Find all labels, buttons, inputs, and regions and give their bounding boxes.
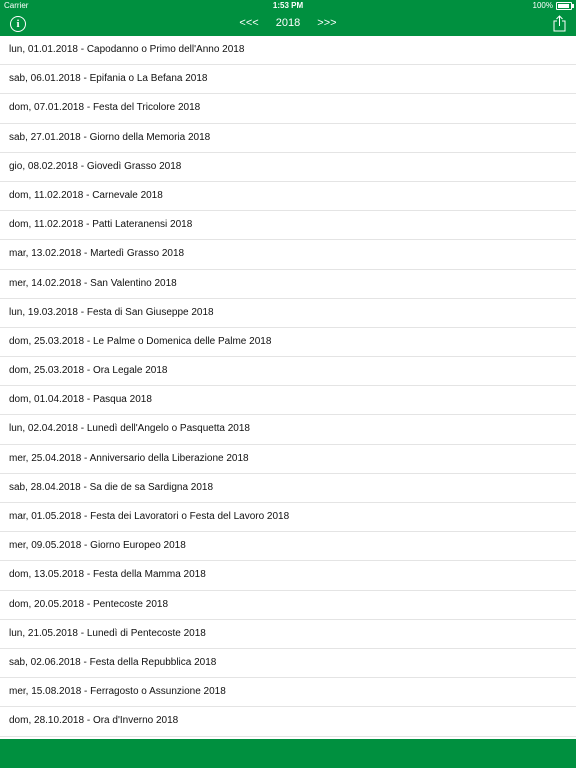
bottom-bar: [0, 739, 576, 768]
info-icon[interactable]: i: [10, 16, 26, 32]
status-time: 1:53 PM: [272, 1, 304, 10]
year-navigator: [0, 17, 576, 29]
list-item[interactable]: dom, 07.01.2018 - Festa del Tricolore 2018: [0, 94, 576, 123]
carrier-label: Carrier: [4, 1, 29, 10]
list-item[interactable]: mer, 09.05.2018 - Giorno Europeo 2018: [0, 532, 576, 561]
list-item[interactable]: mer, 25.04.2018 - Anniversario della Liberazione 2018: [0, 445, 576, 474]
prev-year-button[interactable]: <<<: [239, 17, 259, 29]
list-item[interactable]: lun, 02.04.2018 - Lunedì dell'Angelo o Pasquetta 2018: [0, 415, 576, 444]
list-item[interactable]: sab, 27.01.2018 - Giorno della Memoria 2018: [0, 124, 576, 153]
battery-indicator: [533, 1, 572, 10]
list-item[interactable]: dom, 13.05.2018 - Festa della Mamma 2018: [0, 561, 576, 590]
list-item[interactable]: gio, 08.02.2018 - Giovedì Grasso 2018: [0, 153, 576, 182]
list-item[interactable]: dom, 28.10.2018 - Ora d'Inverno 2018: [0, 707, 576, 736]
list-item[interactable]: dom, 11.02.2018 - Carnevale 2018: [0, 182, 576, 211]
battery-icon: [556, 2, 572, 10]
list-item[interactable]: sab, 02.06.2018 - Festa della Repubblica 2018: [0, 649, 576, 678]
status-bar: [0, 0, 576, 12]
list-item[interactable]: lun, 21.05.2018 - Lunedì di Pentecoste 2018: [0, 620, 576, 649]
list-item[interactable]: lun, 19.03.2018 - Festa di San Giuseppe 2018: [0, 299, 576, 328]
list-item[interactable]: mar, 13.02.2018 - Martedì Grasso 2018: [0, 240, 576, 269]
share-icon[interactable]: [553, 15, 566, 32]
list-item[interactable]: dom, 25.03.2018 - Le Palme o Domenica delle Palme 2018: [0, 328, 576, 357]
list-item[interactable]: dom, 11.02.2018 - Patti Lateranensi 2018: [0, 211, 576, 240]
list-item[interactable]: dom, 20.05.2018 - Pentecoste 2018: [0, 591, 576, 620]
list-item[interactable]: dom, 01.04.2018 - Pasqua 2018: [0, 386, 576, 415]
list-item[interactable]: mar, 01.05.2018 - Festa dei Lavoratori o Festa del Lavoro 2018: [0, 503, 576, 532]
list-item[interactable]: sab, 06.01.2018 - Epifania o La Befana 2018: [0, 65, 576, 94]
holiday-list: [0, 36, 576, 737]
list-item[interactable]: mer, 14.02.2018 - San Valentino 2018: [0, 270, 576, 299]
nav-bar: [0, 12, 576, 36]
list-item[interactable]: lun, 01.01.2018 - Capodanno o Primo dell'Anno 2018: [0, 36, 576, 65]
list-item[interactable]: dom, 25.03.2018 - Ora Legale 2018: [0, 357, 576, 386]
next-year-button[interactable]: >>>: [317, 17, 337, 29]
list-item[interactable]: sab, 28.04.2018 - Sa die de sa Sardigna 2018: [0, 474, 576, 503]
list-item[interactable]: mer, 15.08.2018 - Ferragosto o Assunzione 2018: [0, 678, 576, 707]
year-label: 2018: [275, 17, 301, 29]
battery-percent: 100%: [532, 1, 553, 10]
